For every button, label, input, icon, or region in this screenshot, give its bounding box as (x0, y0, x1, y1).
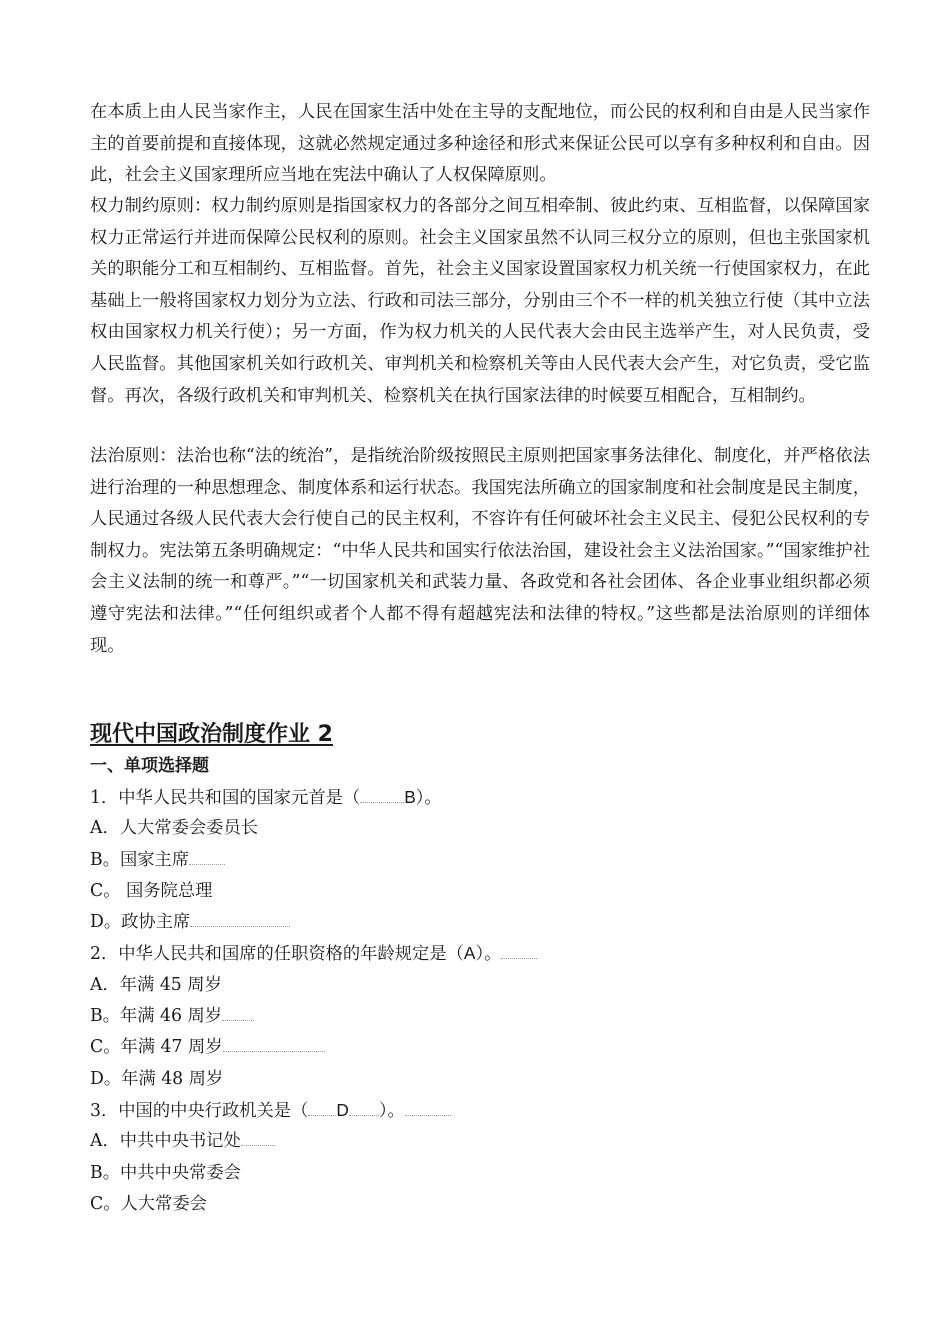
option-label: C。 国务院总理 (90, 880, 213, 901)
answer-letter: B (404, 787, 416, 807)
homework-title: 现代中国政治制度作业 2 (90, 722, 333, 747)
option-item (90, 845, 870, 876)
answer-blank (308, 1101, 336, 1116)
dotted-leader (222, 1006, 254, 1021)
question-2-stem (90, 938, 870, 969)
dotted-leader (405, 1101, 451, 1116)
option-item (90, 1001, 870, 1032)
question-stem-text: 1．中华人民共和国的国家元首是（ (90, 788, 361, 808)
dotted-leader (241, 1131, 275, 1146)
section-heading: 一、单项选择题 (90, 756, 209, 776)
option-label: B。国家主席 (90, 849, 190, 870)
dotted-leader (190, 912, 290, 927)
option-item (90, 970, 870, 1001)
option-label: C。年满 47 周岁 (90, 1037, 223, 1058)
option-item (90, 1064, 870, 1095)
answer-letter: D (336, 1099, 349, 1120)
question-1-stem (90, 782, 870, 813)
question-stem-text: 2．中华人民共和国席的任职资格的年龄规定是（ (90, 944, 464, 965)
option-item (90, 1126, 870, 1157)
answer-letter: A (463, 943, 476, 964)
question-stem-text: 3．中国的中央行政机关是（ (90, 1100, 309, 1121)
option-label: A．人大常委会委员长 (90, 818, 259, 839)
answer-blank (360, 788, 404, 803)
question-list (90, 782, 870, 1220)
option-item (90, 907, 870, 938)
dotted-leader (501, 944, 537, 959)
option-label: B。年满 46 周岁 (90, 1006, 223, 1027)
dotted-leader (223, 1037, 325, 1052)
paragraph-power-restriction: 权力制约原则：权力制约原则是指国家权力的各部分之间互相牵制、彼此约束、互相监督，以保障国家权力正常运行并进而保障公民权利的原则。社会主义国家虽然不认同三权分立的原则，但也主张国家机关的职能分工和互相制约、互相监督。首先，社会主义国家设置国家权力机关统一行使国家权力，在此基础上一般将国家权力划分为立法、行政和司法三部分，分别由三个不一样的机关独立行使（其中立法权由国家权力机关行使）；另一方面，作为权力机关的人民代表大会由民主选举产生，对人民负责，受人民监督。其他国家机关如行政机关、审判机关和检察机关等由人民代表大会产生，对它负责，受它监督。再次，各级行政机关和审判机关、检察机关在执行国家法律的时候要互相配合，互相制约。 (90, 196, 870, 406)
question-3-stem (90, 1095, 870, 1126)
option-label: C。人大常委会 (90, 1193, 207, 1214)
question-stem-end: ）。 (475, 944, 502, 965)
option-item (90, 813, 870, 844)
paragraph-human-rights: 在本质上由人民当家作主，人民在国家生活中处在主导的支配地位，而公民的权利和自由是人民当家作主的首要前提和直接体现，这就必然规定通过多种途径和形式来保证公民可以享有多种权利和自由。因此，社会主义国家理所应当地在宪法中确认了人权保障原则。 (90, 102, 870, 186)
option-label: D。年满 48 周岁 (90, 1068, 224, 1089)
question-stem-end: ）。 (378, 1100, 405, 1121)
option-label: A．年满 45 周岁 (90, 974, 222, 995)
answer-blank (349, 1101, 379, 1116)
option-label: A．中共中央书记处 (90, 1131, 241, 1152)
option-label: D。政协主席 (90, 912, 191, 933)
paragraph-rule-of-law: 法治原则：法治也称“法的统治”，是指统治阶级按照民主原则把国家事务法律化、制度化，并严格依法进行治理的一种思想理念、制度体系和运行状态。我国宪法所确立的国家制度和社会制度是民主制度，人民通过各级人民代表大会行使自己的民主权利，不容许有任何破坏社会主义民主、侵犯公民权利的专制权力。宪法第五条明确规定：“中华人民共和国实行依法治国，建设社会主义法治国家。”“国家维护社会主义法制的统一和尊严。”“一切国家机关和武装力量、各政党和各社会团体、各企业事业组织都必须遵守宪法和法律。”“任何组织或者个人都不得有超越宪法和法律的特权。”这些都是法治原则的详细体现。 (90, 446, 870, 656)
dotted-leader (189, 850, 225, 865)
question-stem-end: ）。 (415, 788, 442, 808)
option-item (90, 1189, 870, 1220)
option-item (90, 1032, 870, 1063)
option-item (90, 1158, 870, 1189)
option-label: B。中共中央常委会 (90, 1162, 241, 1183)
option-item (90, 876, 870, 907)
